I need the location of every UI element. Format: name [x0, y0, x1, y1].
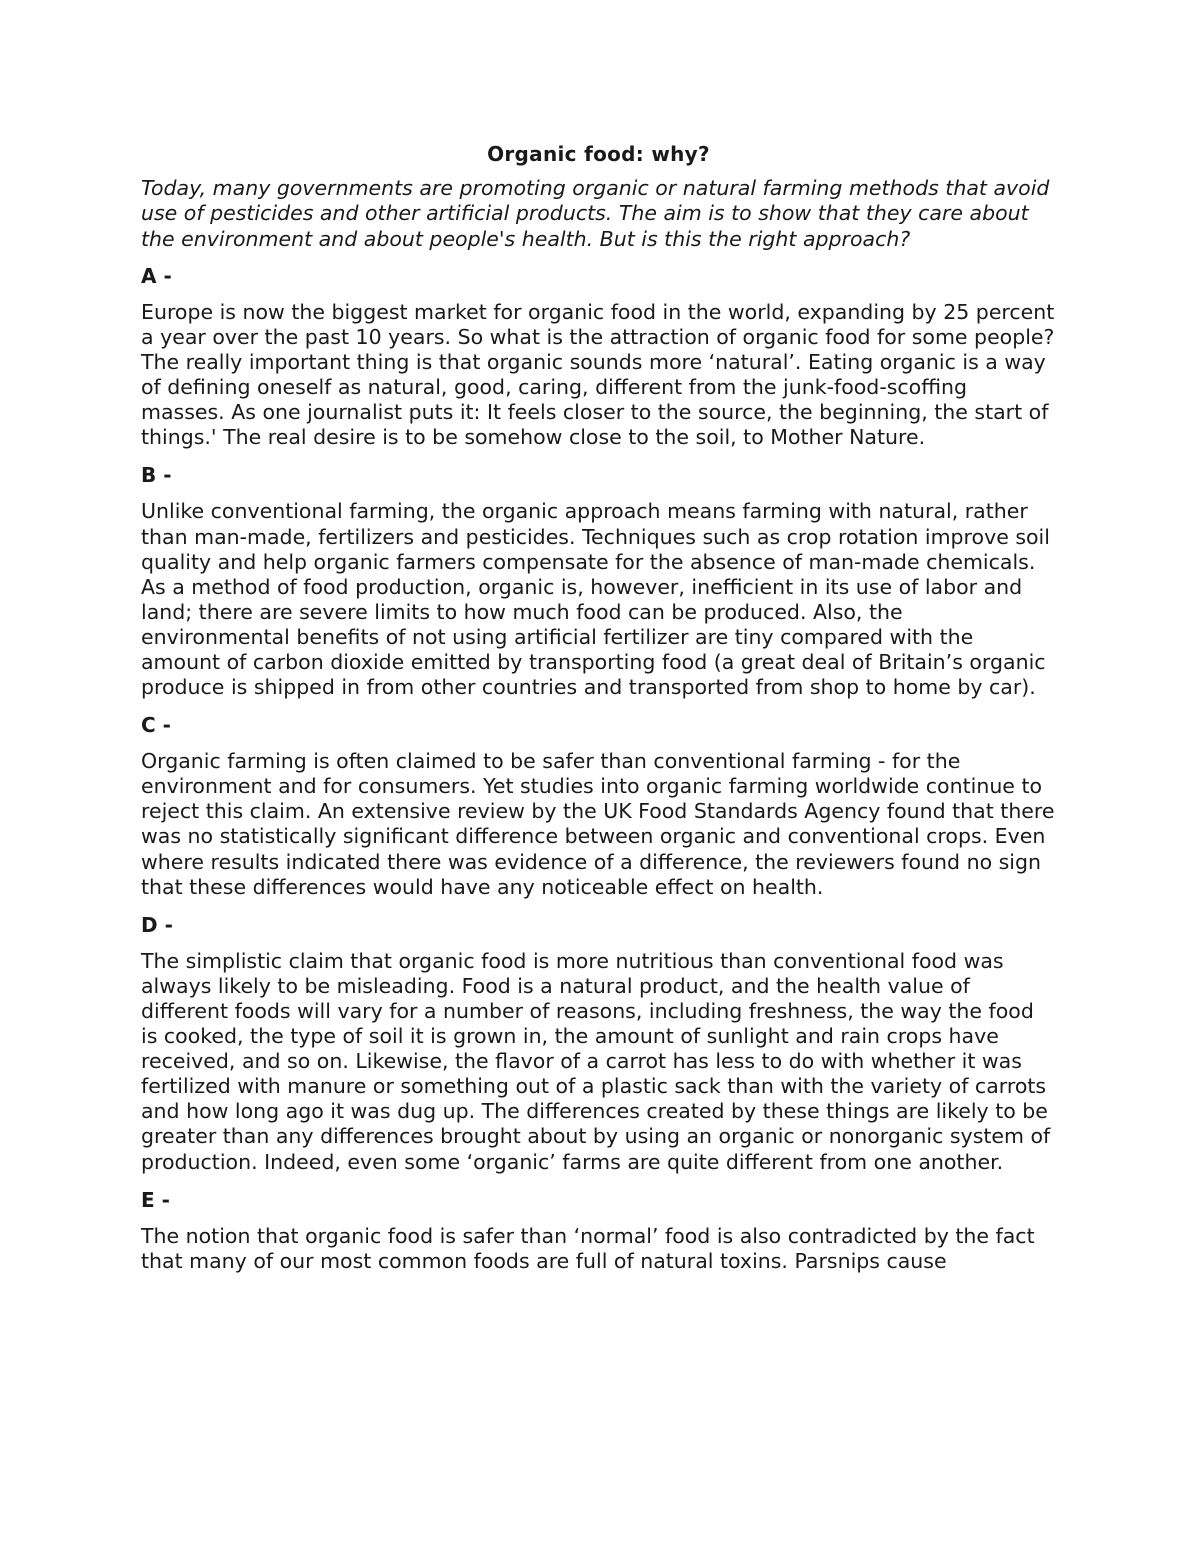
section-a-label: A - — [141, 263, 172, 288]
section-d-text: The simplistic claim that organic food is more nutritious than conventional food was always likely to be misleading. Food is a natural product, and the health value of different foods will vary for a number of reasons, including freshness, the way the food is cooked, the type of soil it is grown in, the amount of sunlight and rain crops have received, and so on. Likewise, the flavor of a carrot has less to do with whether it was fertilized with manure or something out of a plastic sack than with the variety of carrots and how long ago it was dug up. The differences created by these things are likely to be greater than any differences brought about by using an organic or nonorganic system of production. Indeed, even some ‘organic’ farms are quite different from one another. — [141, 948, 1051, 1174]
section-c-label: C - — [141, 713, 171, 738]
document-page — [141, 140, 1056, 1285]
section-d-label: D - — [141, 912, 173, 937]
section-e-label: E - — [141, 1187, 170, 1212]
section-b-label: B - — [141, 463, 172, 488]
section-a-text: Europe is now the biggest market for organic food in the world, expanding by 25 percent a year over the past 10 years. So what is the attraction of organic food for some people? The really important thing is that organic sounds more ‘natural’. Eating organic is a way of defining oneself as natural, good, caring, different from the junk-food-scoffing masses. As one journalist puts it: It feels closer to the source, the beginning, the start of things.' The real desire is to be somehow close to the soil, to Mother Nature. — [141, 299, 1055, 450]
document-title: Organic food: why? — [487, 142, 710, 166]
section-b-text: Unlike conventional farming, the organic approach means farming with natural, rather than man-made, fertilizers and pesticides. Techniques such as crop rotation improve soil quality and help organic farmers compensate for the absence of man-made chemicals. As a method of food production, organic is, however, inefficient in its use of labor and land; there are severe limits to how much food can be produced. Also, the environmental benefits of not using artificial fertilizer are tiny compared with the amount of carbon dioxide emitted by transporting food (a great deal of Britain’s organic produce is shipped in from other countries and transported from shop to home by car). — [141, 499, 1050, 700]
section-c-text: Organic farming is often claimed to be safer than conventional farming - for the environment and for consumers. Yet studies into organic farming worldwide continue to reject this claim. An extensive review by the UK Food Standards Agency found that there was no statistically significant difference between organic and conventional crops. Even where results indicated there was evidence of a difference, the reviewers found no sign that these differences would have any noticeable effect on health. — [141, 749, 1055, 899]
intro-paragraph: Today, many governments are promoting organic or natural farming methods that avoid use of pesticides and other artificial products. The aim is to show that they care about the environment and about people's health. But is this the right approach? — [141, 176, 1050, 251]
section-e-text: The notion that organic food is safer than ‘normal’ food is also contradicted by the fact that many of our most common foods are full of natural toxins. Parsnips cause — [141, 1223, 1035, 1273]
